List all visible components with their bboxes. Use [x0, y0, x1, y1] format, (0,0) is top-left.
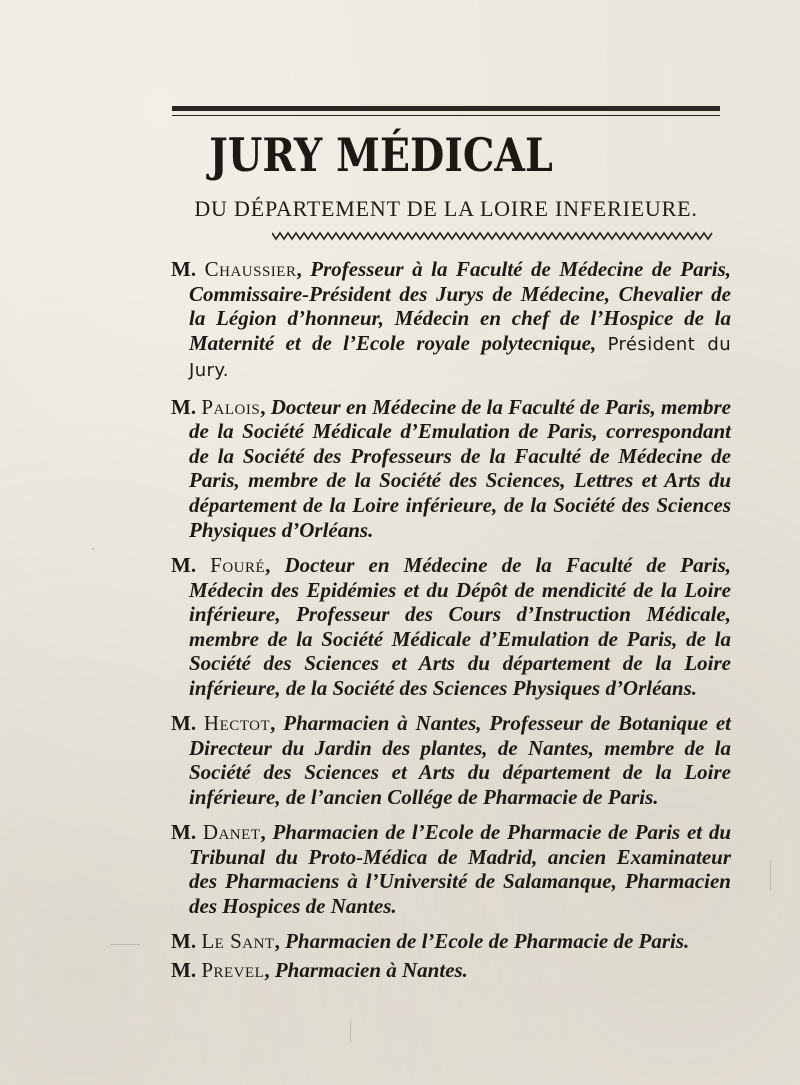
member-prefix: M. — [171, 394, 197, 419]
member-name: Hectot — [203, 711, 271, 736]
top-double-rule — [172, 106, 720, 111]
member-entry — [171, 820, 731, 918]
member-description: Docteur en Médecine de la Faculté de Paris, Médecin des Epidémies et du Dépôt de mendicité de la Loire inférieure, Professeur des Cours d’Instruction Médicale, membre de la Société Médicale d’Emulation de Paris, de la Société des Sciences et Arts du département de la Loire inférieure, de la Société des Sciences Physiques d’Orléans. — [189, 552, 732, 700]
member-description: Professeur à la Faculté de Médecine de Paris, Commissaire-Président des Jurys de Médecine, Chevalier de la Légion d’honneur, Médecin en chef de l’Hospice de la Maternité et de l’Ecole royale polytecnique, — [189, 257, 731, 355]
member-description: Docteur en Médecine de la Faculté de Paris, membre de la Société Médicale d’Emulation de Paris, correspondant de la Société des Professeurs de la Faculté de Médecine de Paris, membre de la Société des Sciences, Lettres et Arts du département de la Loire inférieure, de la Société des Sciences Physiques d’Orléans. — [189, 394, 731, 542]
member-entry — [171, 257, 731, 384]
member-description: Pharmacien de l’Ecole de Pharmacie de Paris et du Tribunal du Proto-Médica de Madrid, ancien Examinateur des Pharmaciens à l’Université de Salamanque, Pharmacien des Hospices de Nantes. — [189, 820, 732, 918]
document-title: JURY MÉDICAL — [209, 128, 553, 182]
member-name: Fouré — [210, 552, 266, 577]
document-subtitle: DU DÉPARTEMENT DE LA LOIRE INFERIEURE. — [194, 196, 698, 221]
member-prefix: M. — [171, 711, 197, 736]
member-description: Pharmacien de l’Ecole de Pharmacie de Paris. — [285, 929, 690, 954]
member-prefix: M. — [171, 929, 197, 954]
member-name: Palois — [201, 394, 261, 419]
paper-speck — [92, 548, 94, 550]
member-entry — [171, 395, 731, 543]
member-separator: , — [270, 711, 276, 736]
member-title-trailing: Président du Jury. — [189, 333, 732, 382]
member-separator: , — [260, 820, 266, 845]
member-separator: , — [264, 957, 270, 982]
member-entry — [171, 553, 731, 701]
member-name: Chaussier — [204, 257, 297, 281]
member-description: Pharmacien à Nantes. — [274, 957, 468, 982]
member-separator: , — [265, 552, 271, 577]
member-separator: , — [260, 394, 266, 419]
member-separator: , — [274, 929, 280, 954]
jury-members-list — [171, 257, 731, 986]
member-name: Le Sant — [201, 929, 275, 954]
paper-speck — [770, 860, 771, 890]
wavy-ornament-divider — [272, 231, 714, 241]
paper-speck — [110, 944, 140, 945]
member-entry — [171, 958, 731, 983]
member-prefix: M. — [171, 552, 197, 577]
member-name: Danet — [202, 820, 261, 845]
member-name: Prevel — [201, 957, 265, 982]
member-prefix: M. — [171, 957, 197, 982]
member-prefix: M. — [171, 820, 197, 845]
member-entry — [171, 711, 731, 809]
member-description: Pharmacien à Nantes, Professeur de Botanique et Directeur du Jardin des plantes, de Nantes, membre de la Société des Sciences et Arts du département de la Loire inférieure, de l’ancien Collége de Pharmacie de Paris. — [189, 711, 732, 809]
paper-speck — [350, 1020, 351, 1042]
member-separator: , — [296, 257, 302, 281]
member-entry — [171, 929, 731, 954]
member-prefix: M. — [171, 257, 197, 281]
